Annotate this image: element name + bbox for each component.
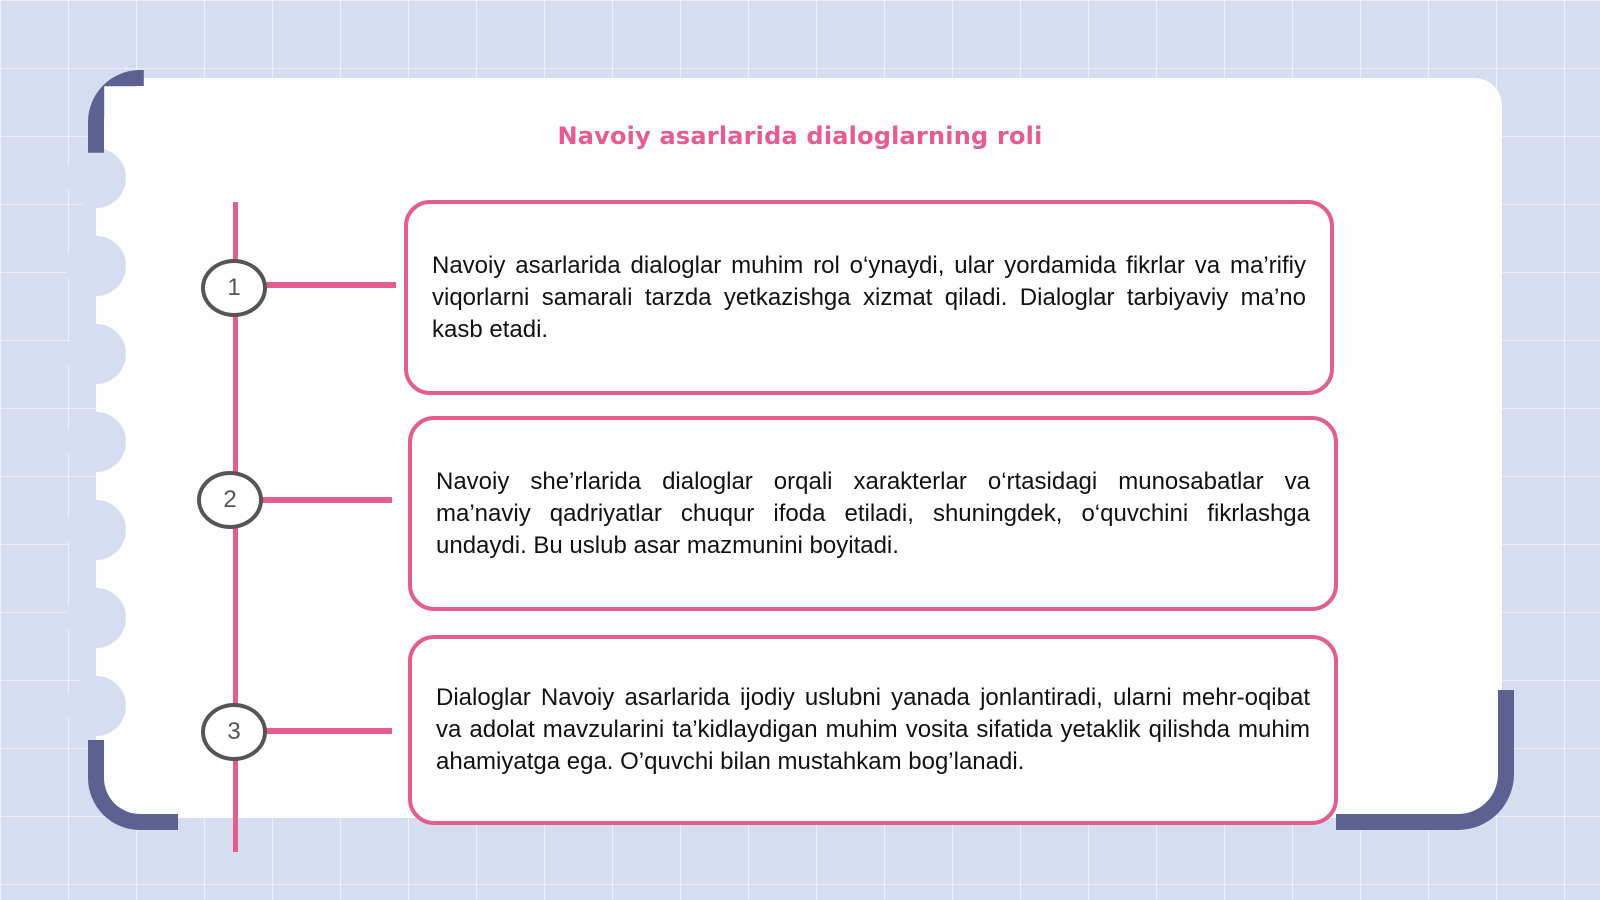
step-number: 1 [227, 274, 241, 301]
content-box [408, 416, 1338, 611]
content-text: Navoiy asarlarida dialoglar muhim rol o‘ynaydi, ular yordamida fikrlar va ma’rifiy viqorlarni samarali tarzda yetkazishga xizmat qiladi. Dialoglar tarbiyaviy ma’no kasb etadi. [432, 251, 1306, 343]
step-number: 3 [227, 718, 241, 745]
paper-scallop [66, 236, 126, 296]
slide-title: Navoiy asarlarida dialoglarning roli [557, 122, 1043, 150]
content-text: Navoiy she’rlarida dialoglar orqali xarakterlar o‘rtasidagi munosabatlar va ma’naviy qadriyatlar chuqur ifoda etiladi, shuningdek, o‘quvchini fikrlashga undaydi. Bu uslub asar mazmunini boyitadi. [436, 467, 1310, 559]
corner-bracket-bottom-right [1336, 690, 1514, 830]
paper-scallop [66, 324, 126, 384]
content-text: Dialoglar Navoiy asarlarida ijodiy uslubni yanada jonlantiradi, ularni mehr-oqibat va adolat mavzularini ta’kidlaydigan muhim vosita sifatida yetaklik qilishda muhim ahamiyatga ega. O’quvchi bilan mustahkam bog’lanadi. [436, 684, 1310, 775]
timeline-connector [266, 728, 392, 734]
paper-scallop [66, 412, 126, 472]
step-marker [197, 471, 263, 529]
paper-scallop [66, 588, 126, 648]
paper-scallop [66, 676, 126, 736]
paper-scallop [66, 500, 126, 560]
step-marker [201, 703, 267, 761]
paper-scallop [66, 148, 126, 208]
timeline-connector [266, 282, 396, 288]
step-marker [201, 259, 267, 317]
step-number: 2 [223, 486, 237, 513]
content-box [408, 635, 1338, 825]
content-box [404, 200, 1334, 395]
corner-bracket-bottom-left [88, 740, 178, 830]
timeline-connector [262, 497, 392, 503]
